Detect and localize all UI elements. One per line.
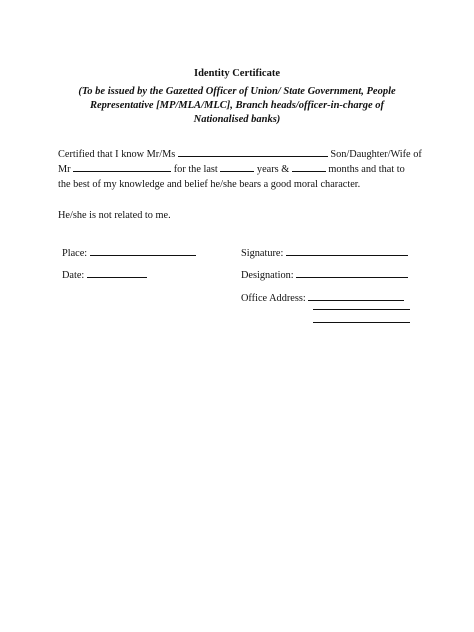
signature-field — [241, 246, 408, 259]
para-line1-text-a: Certified that I know Mr/Ms — [58, 149, 178, 160]
para-line-2 — [58, 162, 416, 177]
months-blank[interactable] — [292, 162, 326, 172]
date-blank[interactable] — [87, 268, 147, 278]
not-related-statement: He/she is not related to me. — [58, 210, 171, 221]
designation-field — [241, 268, 408, 281]
name-blank[interactable] — [178, 147, 328, 157]
certification-paragraph — [58, 147, 422, 192]
place-blank[interactable] — [90, 246, 196, 256]
date-label: Date: — [62, 270, 87, 281]
office-address-blank-2[interactable] — [313, 309, 410, 310]
document-subtitle: (To be issued by the Gazetted Officer of Union/ State Government, People Representative [MP/MLA/MLC], Branch heads/officer-in-charge of Nationalised banks) — [78, 86, 396, 125]
signature-blank[interactable] — [286, 246, 408, 256]
para-line2-text-b: for the last — [171, 164, 221, 175]
para-line2-text-c: years & — [254, 164, 292, 175]
date-field — [62, 268, 147, 281]
para-line2-text-d: months and that to — [325, 164, 405, 175]
para-line-1 — [58, 147, 422, 162]
office-address-blank-1[interactable] — [308, 291, 404, 301]
office-address-field — [241, 291, 404, 304]
years-blank[interactable] — [220, 162, 254, 172]
para-line1-text-b: Son/Daughter/Wife of — [327, 149, 422, 160]
para-line-3: the best of my knowledge and belief he/she bears a good moral character. — [58, 179, 361, 190]
office-address-label: Office Address: — [241, 293, 309, 304]
para-line2-text-a: Mr — [58, 164, 74, 175]
signature-label: Signature: — [241, 248, 286, 259]
document-title: Identity Certificate — [193, 68, 280, 79]
office-address-blank-3[interactable] — [313, 322, 410, 323]
relation-name-blank[interactable] — [73, 162, 171, 172]
designation-label: Designation: — [241, 270, 297, 281]
place-label: Place: — [62, 248, 90, 259]
place-field — [62, 246, 196, 259]
designation-blank[interactable] — [296, 268, 408, 278]
